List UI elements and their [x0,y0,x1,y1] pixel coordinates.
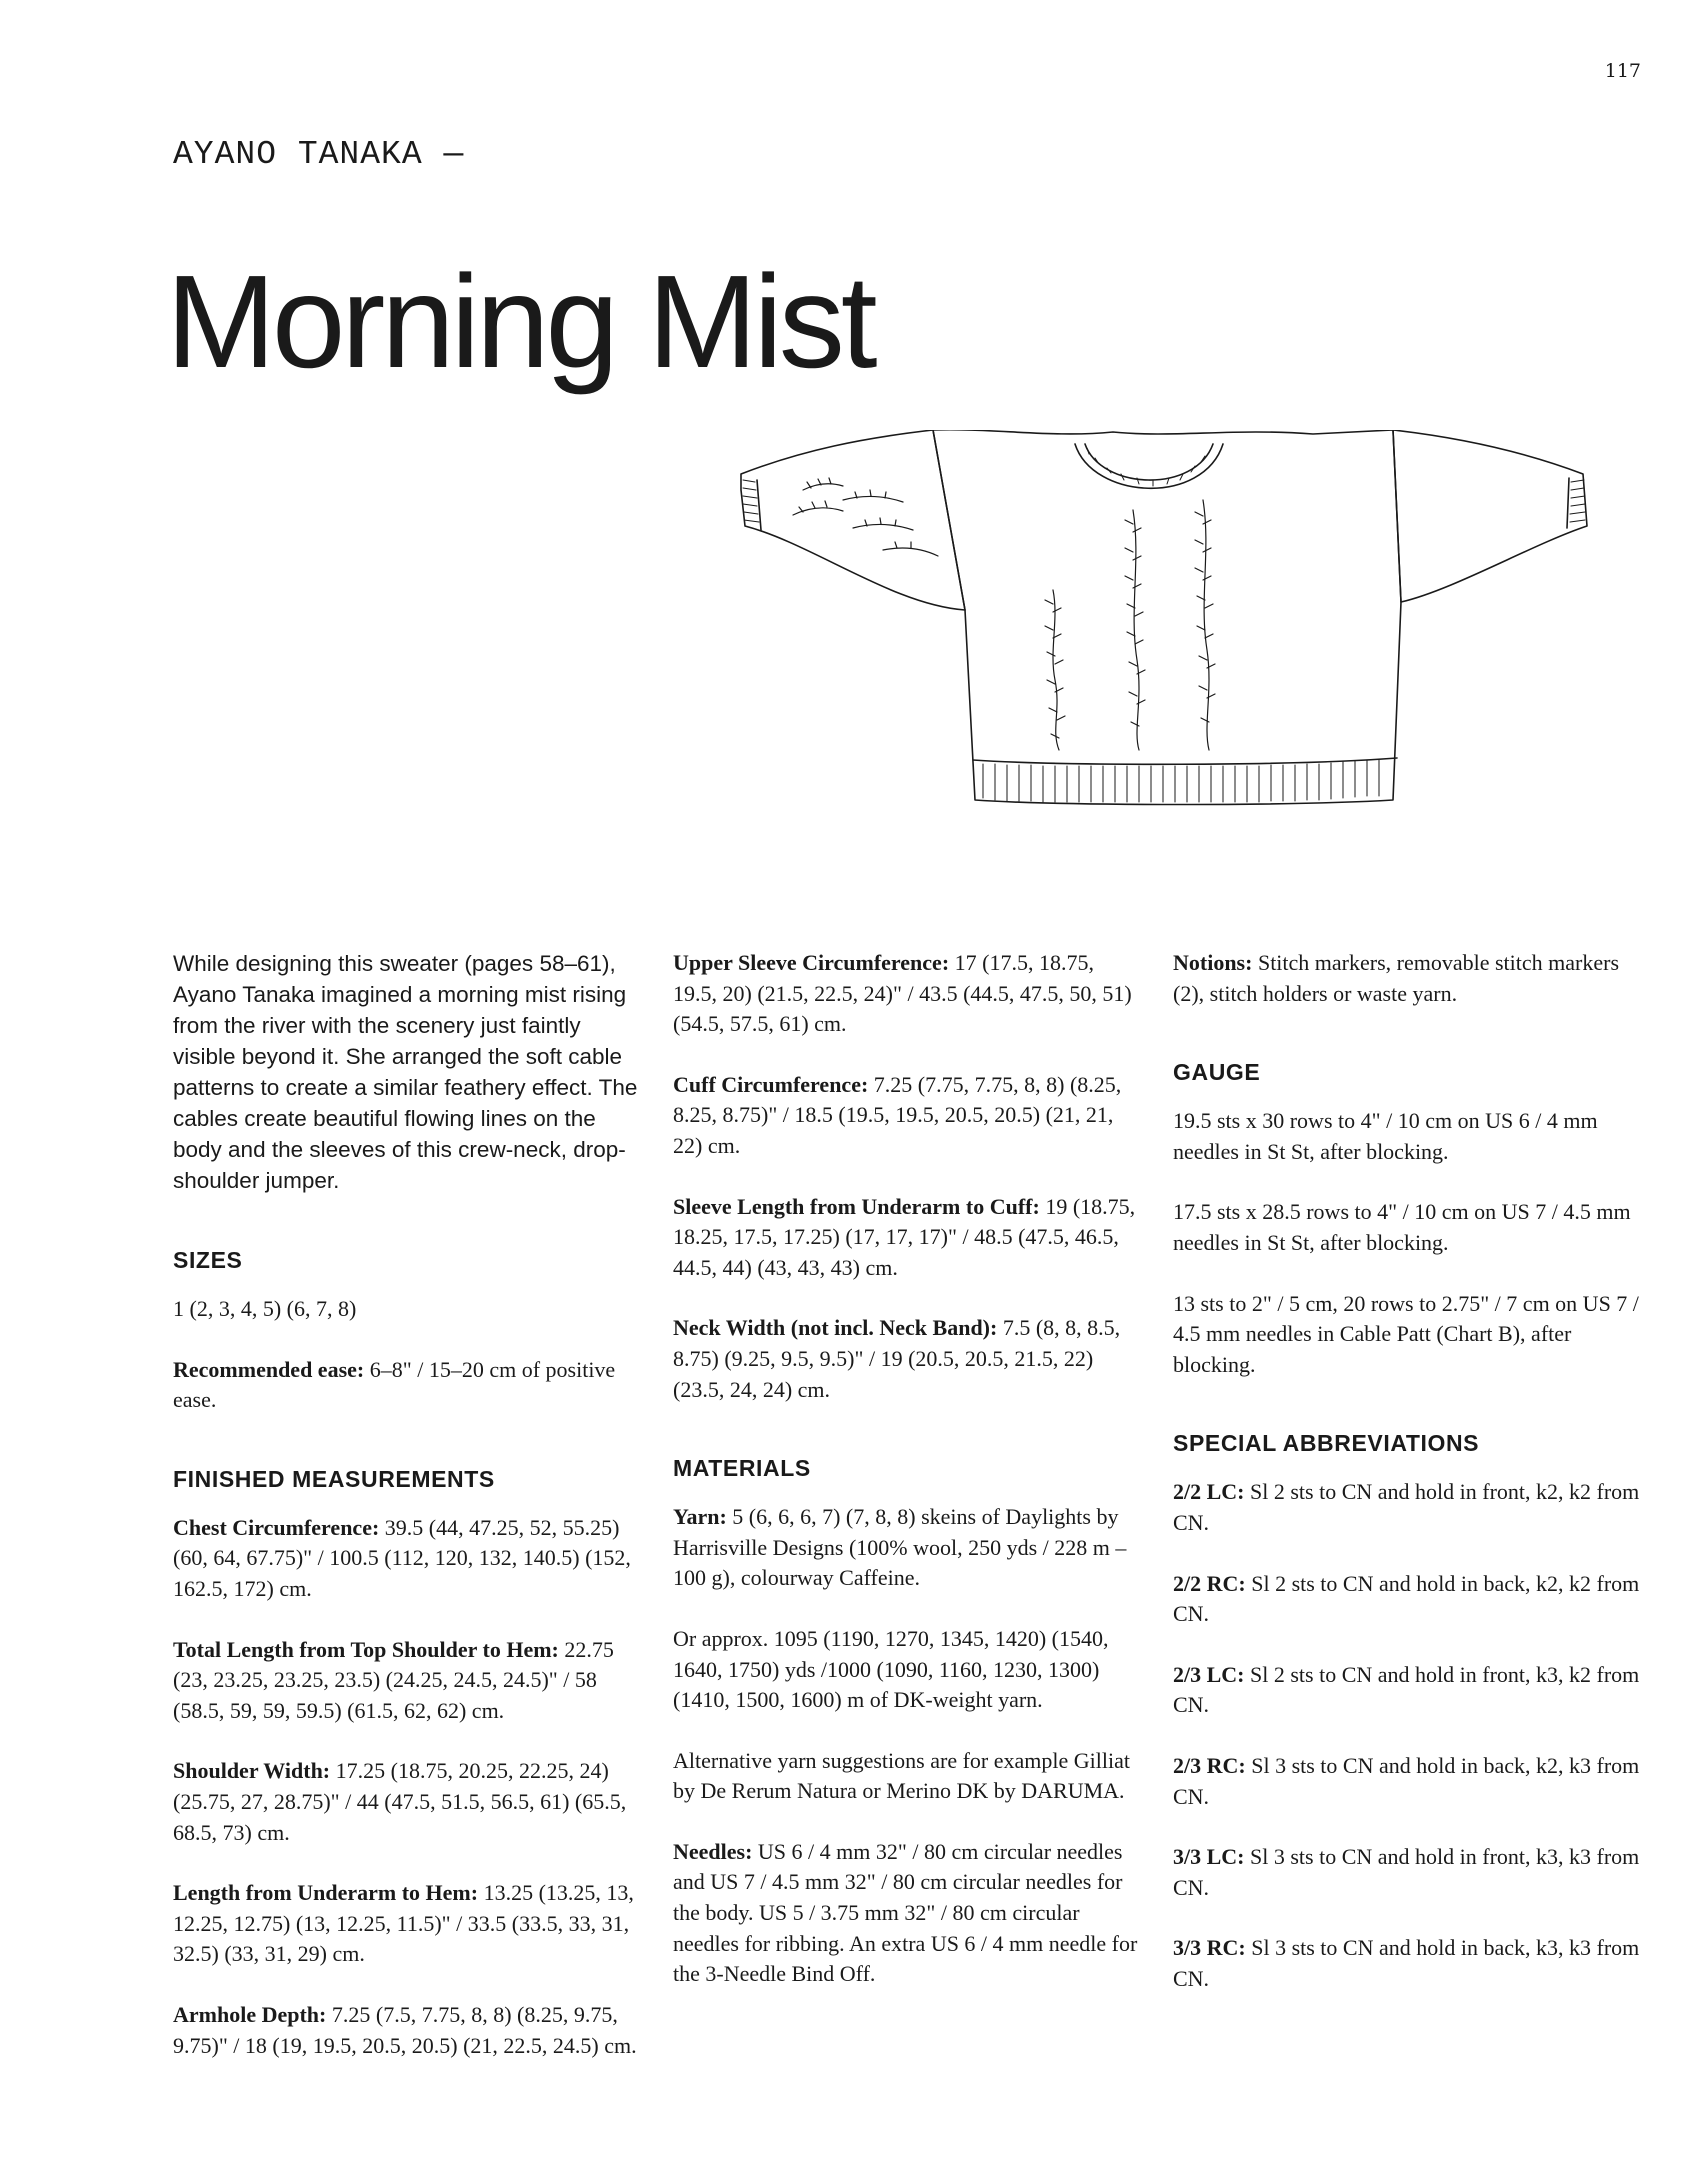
sweater-illustration [733,430,1595,806]
abbreviation-value: Sl 2 sts to CN and hold in back, k2, k2 from CN. [1173,1570,1640,1627]
measurement-value: 17.25 (18.75, 20.25, 22.25, 24) (25.75, 27, 28.75)" / 44 (47.5, 51.5, 56.5, 61) (65.5, 68.5, 73) cm. [173,1758,627,1845]
measurement-value: 13.25 (13.25, 13, 12.25, 12.75) (13, 12.25, 11.5)" / 33.5 (33.5, 33, 31, 32.5) (33, 31, 29) cm. [173,1880,634,1967]
page-title: Morning Mist [166,248,874,396]
measurement-chest [173,1513,643,1605]
measurement-value: 19 (18.75, 18.25, 17.5, 17.25) (17, 17, 17)" / 48.5 (47.5, 46.5, 44.5, 44) (43, 43, 43) cm. [673,1193,1136,1280]
needles-label: Needles: [673,1838,753,1864]
materials-approx: Or approx. 1095 (1190, 1270, 1345, 1420) (1540, 1640, 1750) yds /1000 (1090, 1160, 1230, 1300) (1410, 1500, 1600) m of DK-weight yarn. [673,1625,1109,1713]
measurement-shoulder-width [173,1756,643,1848]
abbreviation-item [1173,1477,1643,1538]
materials-alternative: Alternative yarn suggestions are for example Gilliat by De Rerum Natura or Merino DK by DARUMA. [673,1747,1130,1804]
abbreviation-item [1173,1569,1643,1630]
measurement-label: Upper Sleeve Circumference: [673,950,950,975]
abbreviation-value: Sl 2 sts to CN and hold in front, k2, k2 from CN. [1173,1479,1640,1535]
column-left [173,948,643,2061]
materials-yarn [673,1502,1143,1594]
materials-heading: MATERIALS [673,1455,811,1482]
finished-measurements-heading: FINISHED MEASUREMENTS [173,1465,495,1492]
gauge-heading: GAUGE [1173,1059,1261,1086]
abbreviation-label: 2/2 LC: [1173,1479,1245,1505]
materials-notions [1173,948,1643,1009]
measurement-armhole-depth [173,2000,643,2061]
measurement-upper-sleeve [673,948,1143,1040]
ease-label: Recommended ease: [173,1356,365,1382]
measurement-label: Chest Circumference: [173,1514,380,1540]
abbreviation-label: 2/3 LC: [1173,1661,1245,1687]
page-number: 117 [1604,60,1641,82]
measurement-label: Cuff Circumference: [673,1071,869,1097]
abbreviation-item [1173,1660,1643,1721]
materials-needles [673,1837,1143,1990]
notions-section [1173,948,1643,1009]
special-abbreviations-section [1173,1428,1643,1994]
abbreviation-item [1173,1933,1643,1994]
measurement-value: 7.5 (8, 8, 8.5, 8.75) (9.25, 9.5, 9.5)" / 19 (20.5, 20.5, 21.5, 22) (23.5, 24, 24) cm. [673,1315,1121,1402]
column-right [1173,948,1643,1994]
measurement-sleeve-length [673,1192,1143,1284]
finished-measurements-section [173,1464,643,2061]
abbreviation-value: Sl 3 sts to CN and hold in front, k3, k3 from CN. [1173,1844,1640,1900]
sizes-section [173,1245,643,1416]
measurements-continued [673,948,1143,1405]
yarn-label: Yarn: [673,1504,727,1530]
notions-label: Notions: [1173,950,1253,975]
abbreviation-label: 2/2 RC: [1173,1570,1246,1596]
measurement-value: 39.5 (44, 47.25, 52, 55.25) (60, 64, 67.75)" / 100.5 (112, 120, 132, 140.5) (152, 162.5, 172) cm. [173,1514,631,1601]
sizes-heading: SIZES [173,1247,243,1273]
abbreviation-value: Sl 3 sts to CN and hold in back, k3, k3 from CN. [1173,1935,1640,1991]
needles-value: US 6 / 4 mm 32" / 80 cm circular needles and US 7 / 4.5 mm 32" / 80 cm circular needles for the body. US 5 / 3.75 mm 32" / 80 cm circular needles for ribbing. An extra US 6 / 4 mm needle for the 3-Needle Bind Off. [673,1838,1138,1987]
special-abbreviations-heading: SPECIAL ABBREVIATIONS [1173,1430,1480,1457]
abbreviation-value: Sl 2 sts to CN and hold in front, k3, k2 from CN. [1173,1661,1640,1718]
measurement-label: Shoulder Width: [173,1758,331,1784]
abbreviation-item [1173,1751,1643,1812]
measurement-value: 7.25 (7.75, 7.75, 8, 8) (8.25, 8.25, 8.75)" / 18.5 (19.5, 19.5, 20.5, 20.5) (21, 21, 22) cm. [673,1071,1122,1158]
measurement-underarm-to-hem [173,1878,643,1970]
gauge-item: 19.5 sts x 30 rows to 4" / 10 cm on US 6 / 4 mm needles in St St, after blocking. [1173,1108,1598,1164]
abbreviation-item [1173,1842,1643,1903]
measurement-label: Neck Width (not incl. Neck Band): [673,1315,998,1341]
measurement-value: 7.25 (7.5, 7.75, 8, 8) (8.25, 9.75, 9.75)" / 18 (19, 19.5, 20.5, 20.5) (21, 22.5, 24.5) cm. [173,2001,637,2058]
yarn-value: 5 (6, 6, 6, 7) (7, 8, 8) skeins of Daylights by Harrisville Designs (100% wool, 250 yds / 228 m – 100 g), colourway Caffeine. [673,1504,1127,1591]
sizes-list: 1 (2, 3, 4, 5) (6, 7, 8) [173,1296,357,1321]
abbreviation-value: Sl 3 sts to CN and hold in back, k2, k3 from CN. [1173,1752,1640,1809]
materials-section [673,1453,1143,1990]
measurement-cuff [673,1070,1143,1162]
measurement-label: Total Length from Top Shoulder to Hem: [173,1636,559,1662]
column-middle [673,948,1143,1990]
measurement-label: Sleeve Length from Underarm to Cuff: [673,1193,1040,1219]
measurement-total-length [173,1635,643,1727]
measurement-value: 17 (17.5, 18.75, 19.5, 20) (21.5, 22.5, 24)" / 43.5 (44.5, 47.5, 50, 51) (54.5, 57.5, 61) cm. [673,950,1132,1037]
measurement-label: Length from Underarm to Hem: [173,1880,479,1906]
author-name: AYANO TANAKA — [173,136,465,173]
ease-value: 6–8" / 15–20 cm of positive ease. [173,1356,616,1413]
intro-text: While designing this sweater (pages 58–61), Ayano Tanaka imagined a morning mist rising from the river with the scenery just faintly visible beyond it. She arranged the soft cable patterns to create a similar feathery effect. The cables create beautiful flowing lines on the body and the sleeves of this crew-neck, drop-shoulder jumper. [173,951,638,1193]
abbreviation-label: 3/3 RC: [1173,1935,1246,1961]
abbreviation-label: 2/3 RC: [1173,1752,1246,1778]
recommended-ease [173,1355,643,1416]
notions-value: Stitch markers, removable stitch markers (2), stitch holders or waste yarn. [1173,950,1620,1006]
abbreviation-label: 3/3 LC: [1173,1844,1245,1870]
measurement-value: 22.75 (23, 23.25, 23.25, 23.5) (24.25, 24.5, 24.5)" / 58 (58.5, 59, 59, 59.5) (61.5, 62, 62) cm. [173,1636,614,1723]
gauge-section [1173,1057,1643,1380]
measurement-neck-width [673,1313,1143,1405]
measurement-label: Armhole Depth: [173,2001,327,2027]
gauge-item: 13 sts to 2" / 5 cm, 20 rows to 2.75" / 7 cm on US 7 / 4.5 mm needles in Cable Patt (Chart B), after blocking. [1173,1290,1639,1377]
gauge-item: 17.5 sts x 28.5 rows to 4" / 10 cm on US 7 / 4.5 mm needles in St St, after blocking. [1173,1199,1631,1255]
